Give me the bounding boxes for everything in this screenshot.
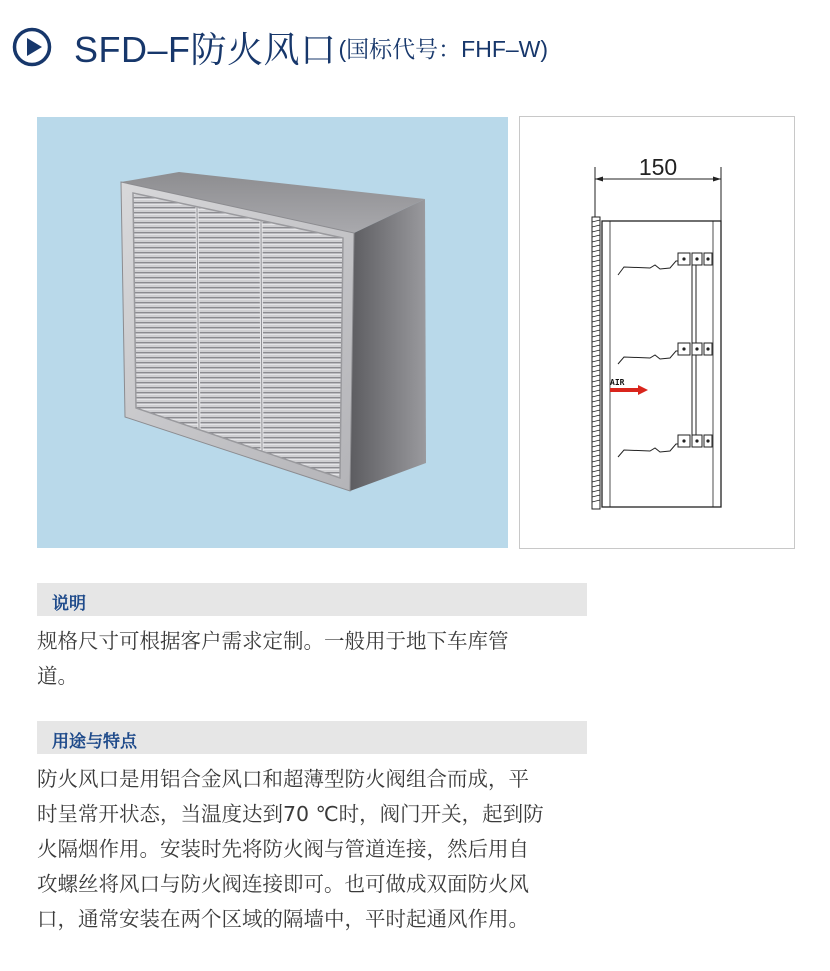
text-line: 时呈常开状态，当温度达到70 ℃时，阀门开关，起到防 (37, 802, 544, 826)
text-line: 防火风口是用铝合金风口和超薄型防火阀组合而成，平 (37, 767, 529, 791)
description-text (37, 624, 589, 694)
usage-text (37, 762, 589, 937)
section-title: 用途与特点 (52, 732, 137, 752)
play-circle-icon (12, 27, 52, 67)
product-photo (37, 117, 508, 548)
section-title: 说明 (52, 594, 86, 614)
text-line: 规格尺寸可根据客户需求定制。一般用于地下车库管 (37, 629, 509, 653)
text-line: 道。 (37, 664, 78, 688)
text-line: 火隔烟作用。安装时先将防火阀与管道连接，然后用自 (37, 837, 529, 861)
section-header-description (37, 583, 587, 616)
text-line: 攻螺丝将风口与防火阀连接即可。也可做成双面防火风 (37, 872, 529, 896)
air-label: AIR (610, 378, 625, 387)
section-header-usage (37, 721, 587, 754)
page-header (12, 20, 548, 74)
page-subtitle: (国标代号：FHF–W) (338, 35, 549, 62)
page-title: SFD–F防火风口 (74, 28, 337, 70)
dimension-label: 150 (638, 154, 678, 180)
section-drawing (519, 116, 795, 549)
text-line: 口，通常安装在两个区域的隔墙中，平时起通风作用。 (37, 907, 529, 931)
